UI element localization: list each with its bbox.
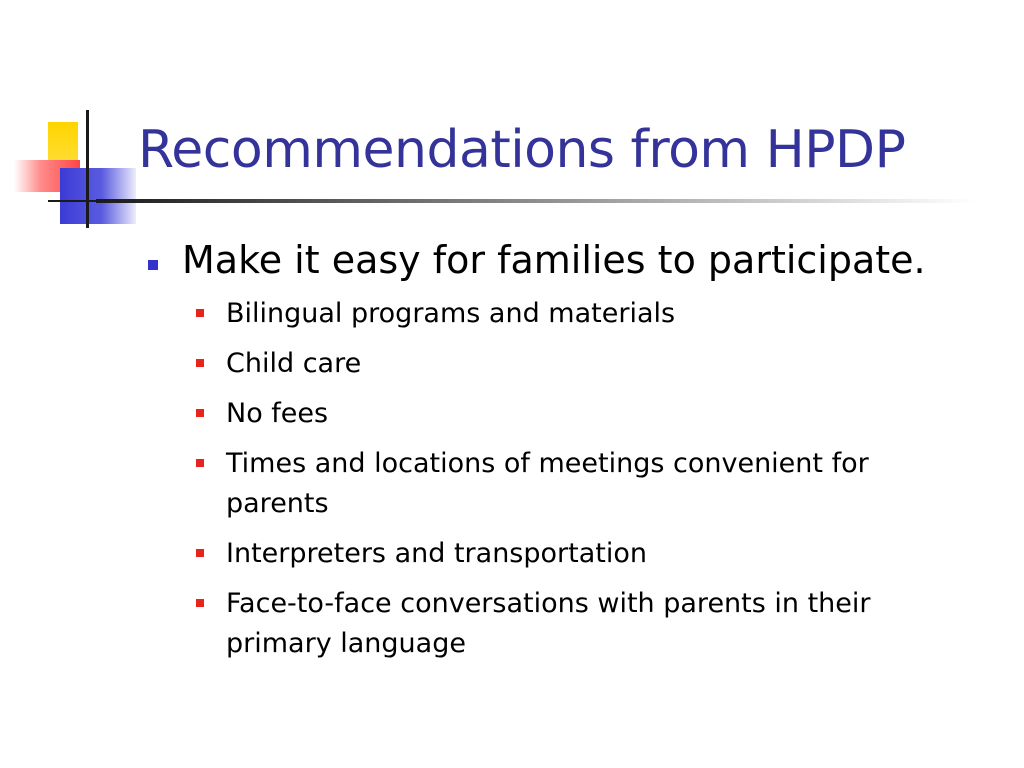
square-bullet-icon (196, 599, 204, 607)
square-bullet-icon (196, 549, 204, 557)
sub-bullet-text: Bilingual programs and materials (226, 297, 676, 329)
sub-bullet-item (194, 344, 966, 384)
sub-bullet-item (194, 294, 966, 334)
square-bullet-icon (196, 359, 204, 367)
square-bullet-icon (196, 459, 204, 467)
sub-bullet-text: Face-to-face conversations with parents in their primary language (226, 587, 871, 659)
sub-bullet-text: No fees (226, 397, 329, 429)
slide-content (146, 238, 986, 674)
main-bullet-text: Make it easy for families to participate. (182, 238, 926, 282)
sub-bullet-item (194, 534, 966, 574)
vertical-crosshair-line (86, 110, 89, 228)
sub-bullet-text: Child care (226, 347, 362, 379)
sub-bullet-text: Times and locations of meetings convenient for parents (226, 447, 869, 519)
slide-title: Recommendations from HPDP (138, 120, 906, 180)
main-bullet-point (146, 238, 986, 284)
sub-bullet-item (194, 444, 966, 524)
blue-square-shape (60, 168, 136, 224)
sub-bullet-list (146, 294, 986, 664)
sub-bullet-text: Interpreters and transportation (226, 537, 647, 569)
corner-decoration-logo (0, 0, 160, 240)
square-bullet-icon (148, 260, 158, 270)
sub-bullet-item (194, 394, 966, 434)
square-bullet-icon (196, 409, 204, 417)
square-bullet-icon (196, 309, 204, 317)
title-underline-rule (96, 199, 976, 203)
sub-bullet-item (194, 584, 966, 664)
